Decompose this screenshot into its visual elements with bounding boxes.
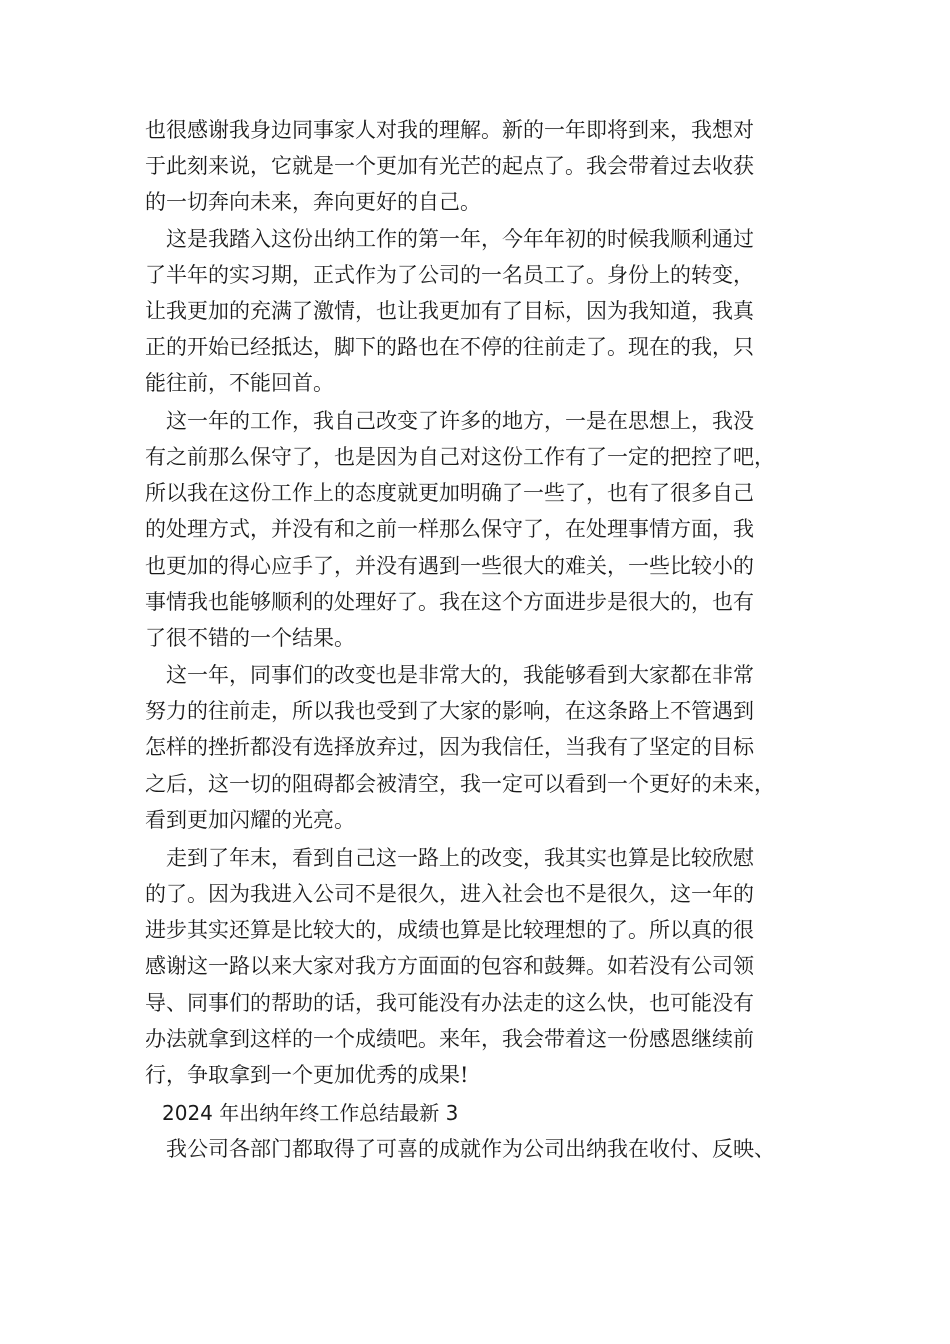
body-text-line: 于此刻来说，它就是一个更加有光芒的起点了。我会带着过去收获 — [145, 154, 754, 178]
body-text-line: 有之前那么保守了，也是因为自己对这份工作有了一定的把控了吧， — [145, 445, 775, 469]
body-text-line: 所以我在这份工作上的态度就更加明确了一些了，也有了很多自己 — [145, 481, 754, 505]
body-text-line: 努力的往前走，所以我也受到了大家的影响，在这条路上不管遇到 — [145, 699, 754, 723]
body-text-line: 的了。因为我进入公司不是很久，进入社会也不是很久，这一年的 — [145, 882, 754, 906]
paragraph-first-line: 这一年，同事们的改变也是非常大的，我能够看到大家都在非常 — [166, 663, 754, 687]
body-text-line: 感谢这一路以来大家对我方方面面的包容和鼓舞。如若没有公司领 — [145, 954, 754, 978]
body-text-line: 进步其实还算是比较大的，成绩也算是比较理想的了。所以真的很 — [145, 918, 754, 942]
body-text-line: 看到更加闪耀的光亮。 — [145, 808, 355, 832]
body-text-line: 之后，这一切的阻碍都会被清空，我一定可以看到一个更好的未来， — [145, 772, 775, 796]
body-text-line: 行，争取拿到一个更加优秀的成果! — [145, 1063, 469, 1087]
body-text-line: 也很感谢我身边同事家人对我的理解。新的一年即将到来，我想对 — [145, 118, 754, 142]
body-text-line: 让我更加的充满了激情，也让我更加有了目标，因为我知道，我真 — [145, 299, 754, 323]
body-text-line: 的一切奔向未来，奔向更好的自己。 — [145, 190, 481, 214]
body-text-line: 也更加的得心应手了，并没有遇到一些很大的难关，一些比较小的 — [145, 554, 754, 578]
body-text-line: 导、同事们的帮助的话，我可能没有办法走的这么快，也可能没有 — [145, 991, 754, 1015]
paragraph-first-line: 走到了年末，看到自己这一路上的改变，我其实也算是比较欣慰 — [166, 846, 754, 870]
body-text-line: 办法就拿到这样的一个成绩吧。来年，我会带着这一份感恩继续前 — [145, 1027, 754, 1051]
section-heading: 2024 年出纳年终工作总结最新 3 — [162, 1101, 459, 1125]
paragraph-first-line: 我公司各部门都取得了可喜的成就作为公司出纳我在收付、反映、 — [166, 1137, 775, 1161]
paragraph-first-line: 这是我踏入这份出纳工作的第一年，今年年初的时候我顺利通过 — [166, 227, 754, 251]
body-text-line: 的处理方式，并没有和之前一样那么保守了，在处理事情方面，我 — [145, 517, 754, 541]
body-text-line: 了很不错的一个结果。 — [145, 626, 355, 650]
body-text-line: 事情我也能够顺利的处理好了。我在这个方面进步是很大的，也有 — [145, 590, 754, 614]
body-text-line: 了半年的实习期，正式作为了公司的一名员工了。身份上的转变， — [145, 263, 754, 287]
paragraph-first-line: 这一年的工作，我自己改变了许多的地方，一是在思想上，我没 — [166, 409, 754, 433]
body-text-line: 能往前，不能回首。 — [145, 371, 334, 395]
body-text-line: 怎样的挫折都没有选择放弃过，因为我信任，当我有了坚定的目标 — [145, 735, 754, 759]
body-text-line: 正的开始已经抵达，脚下的路也在不停的往前走了。现在的我，只 — [145, 335, 754, 359]
